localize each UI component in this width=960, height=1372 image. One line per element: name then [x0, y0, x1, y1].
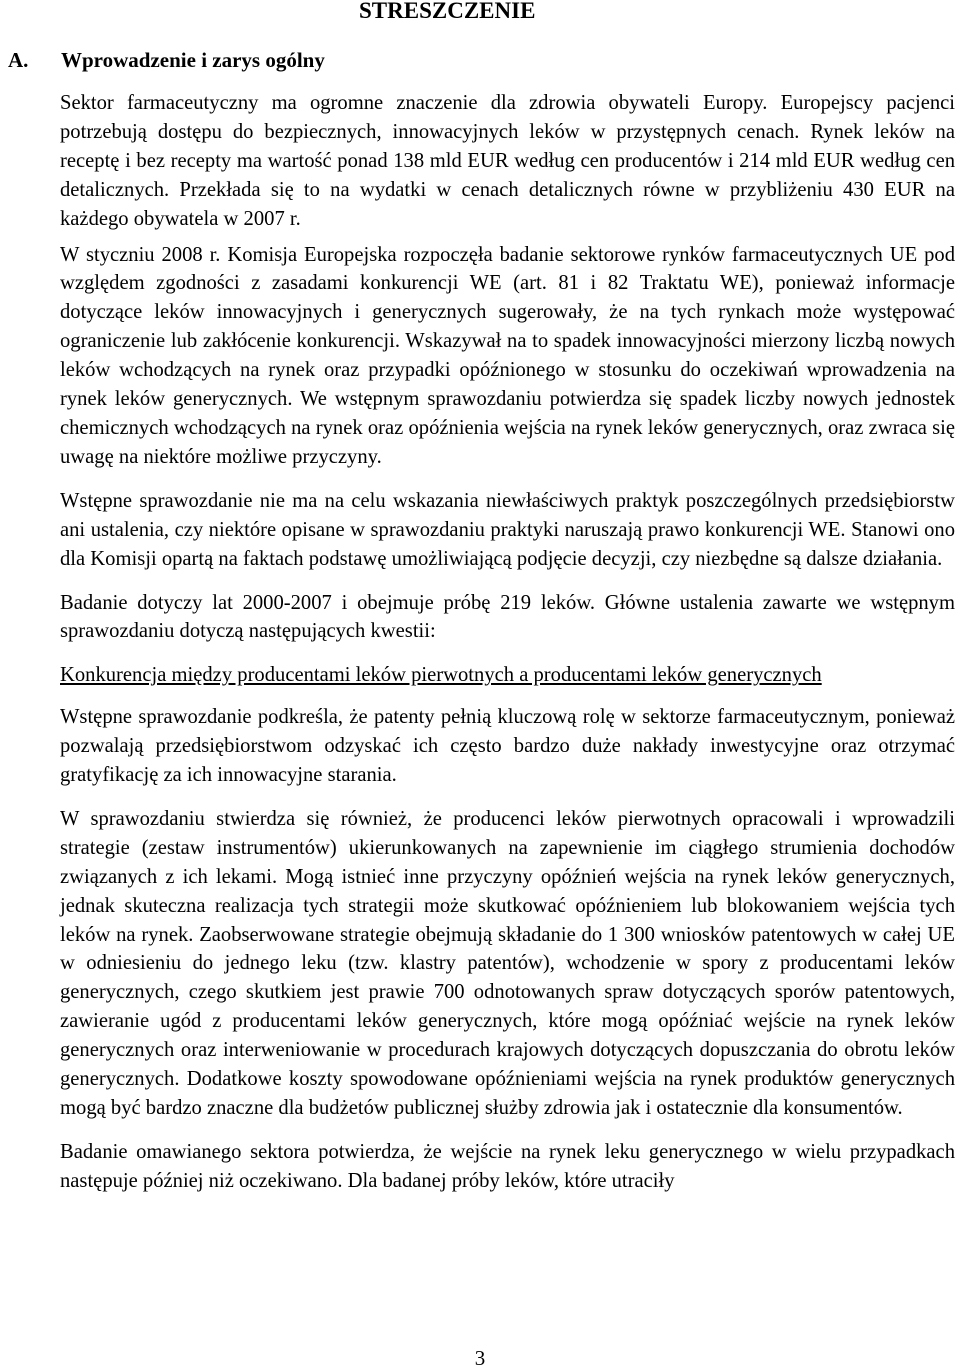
page-number: 3 [474, 1346, 486, 1370]
paragraph-5: Wstępne sprawozdanie podkreśla, że patenty pełnią kluczową rolę w sektorze farmaceutycznym, ponieważ pozwalają przedsiębiorstwom odzyskać ich często bardzo duże nakłady inwestycyjne oraz otrzymać gratyfikację za ich innowacyjne starania. [60, 706, 955, 787]
document-title: STRESZCZENIE [359, 0, 536, 23]
paragraph-2: W styczniu 2008 r. Komisja Europejska rozpoczęła badanie sektorowe rynków farmaceutycznych UE pod względem zgodności z zasadami konkurencji WE (art. 81 i 82 Traktatu WE), ponieważ informacje dotyczące leków innowacyjnych i generycznych sugerowały, że na tych rynkach może występować ograniczenie lub zakłócenie konkurencji. Wskazywał na to spadek innowacyjności mierzony liczbą nowych leków wchodzących na rynek oraz przypadki opóźnionego w stosunku do oczekiwań wprowadzenia na rynek leków generycznych. We wstępnym sprawozdaniu potwierdza się spadek liczby nowych jednostek chemicznych wchodzących na rynek oraz opóźnienia wejścia na rynek leków generycznych, oraz zwraca się uwagę na niektóre możliwe przyczyny. [60, 243, 955, 468]
paragraph-7: Badanie omawianego sektora potwierdza, że wejście na rynek leku generycznego w wielu przypadkach następuje później niż oczekiwano. Dla badanej próby leków, które utraciły [60, 1140, 955, 1192]
paragraph-4: Badanie dotyczy lat 2000-2007 i obejmuje próbę 219 leków. Główne ustalenia zawarte we wstępnym sprawozdaniu dotyczą następujących kwestii: [60, 591, 955, 643]
paragraph-6: W sprawozdaniu stwierdza się również, że producenci leków pierwotnych opracowali i wprowadzili strategie (zestaw instrumentów) ukierunkowanych na zapewnienie im ciągłego strumienia dochodów związanych z ich lekami. Mogą istnieć inne przyczyny opóźnień wejścia na rynek leków generycznych, jednak skuteczna realizacja tych strategii może skutkować opóźnieniem lub blokowaniem wejścia tych leków na rynek. Zaobserwowane strategie obejmują składanie do 1 300 wniosków patentowych w całej UE w odniesieniu do jednego leku (tzw. klastry patentów), wchodzenie w spory z producentami leków generycznych, czego skutkiem jest prawie 700 odnotowanych spraw dotyczących sporów patentowych, zawieranie ugód z producentami leków generycznych, które mogą opóźniać wejście na rynek leków generycznych oraz interweniowanie w procedurach krajowych dotyczących dopuszczania do obrotu leków generycznych. Dodatkowe koszty spowodowane opóźnieniami wejścia na rynek produktów generycznych mogą być bardzo znaczne dla budżetów publicznej służby zdrowia jak i ostatecznie dla konsumentów. [60, 807, 955, 1119]
document-body [60, 89, 955, 1211]
paragraph-1: Sektor farmaceutyczny ma ogromne znaczenie dla zdrowia obywateli Europy. Europejscy pacjenci potrzebują dostępu do bezpiecznych, innowacyjnych leków w przystępnych cenach. Rynek leków na receptę i bez recepty ma wartość ponad 138 mld EUR według cen producentów i 214 mld EUR według cen detalicznych. Przekłada się to na wydatki w cenach detalicznych równe w przybliżeniu 430 EUR na każdego obywatela w 2007 r. [60, 92, 955, 230]
section-heading [8, 46, 325, 74]
section-title: Wprowadzenie i zarys ogólny [61, 48, 325, 72]
paragraph-3: Wstępne sprawozdanie nie ma na celu wskazania niewłaściwych praktyk poszczególnych przedsiębiorstw ani ustalenia, czy niektóre opisane w sprawozdaniu praktyki naruszają prawo konkurencji WE. Stanowi ono dla Komisji opartą na faktach podstawę umożliwiającą podjęcie decyzji, czy niezbędne są dalsze działania. [60, 489, 955, 570]
subheading: Konkurencja między producentami leków pierwotnych a producentami leków generycznych [60, 664, 822, 687]
section-letter: A. [8, 48, 29, 72]
